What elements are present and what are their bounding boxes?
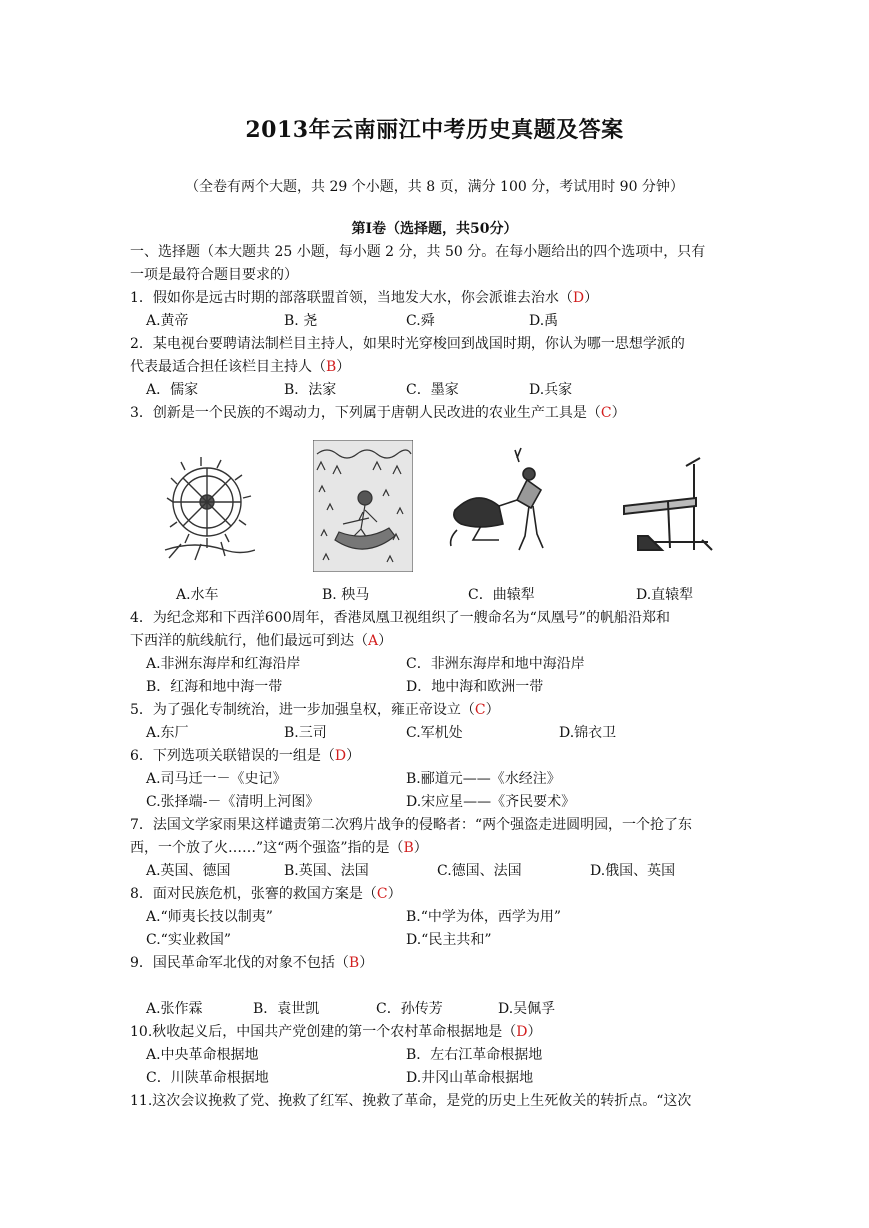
question-9 xyxy=(130,953,373,973)
question-7-stem: 西，一个放了火……”这“两个强盗”指的是（ xyxy=(130,840,404,856)
question-4-line-1: 4．为纪念郑和下西洋600周年，香港凤凰卫视组织了一艘命名为“凤凰号”的帆船沿郑和 xyxy=(130,610,670,626)
question-8 xyxy=(130,884,402,904)
q8-option-a: A.“师夷长技以制夷” xyxy=(146,909,273,925)
instructions-line-2: 一项是最符合题目要求的） xyxy=(130,267,298,283)
question-3-answer: C xyxy=(600,405,612,421)
question-2-stem: 代表最适合担任该栏目主持人（ xyxy=(130,359,326,375)
question-3-paren: ） xyxy=(611,405,626,421)
q7-option-a: A.英国、德国 xyxy=(146,863,231,879)
q6-option-a: A.司马迁一－《史记》 xyxy=(146,771,287,787)
q9-option-b: B．袁世凯 xyxy=(253,1001,320,1017)
question-2-line-1: 2．某电视台要聘请法制栏目主持人，如果时光穿梭回到战国时期，你认为哪一思想学派的 xyxy=(130,336,685,352)
q1-option-d: D.禹 xyxy=(529,313,559,329)
question-4-stem: 下西洋的航线航行，他们最远可到达（ xyxy=(130,633,368,649)
q3-option-d: D.直辕犁 xyxy=(636,587,694,603)
q5-option-b: B.三司 xyxy=(284,725,327,741)
q1-option-a: A.黄帝 xyxy=(146,313,189,329)
question-8-answer: C xyxy=(376,886,388,902)
question-4-line-2 xyxy=(130,631,392,651)
question-2-line-2 xyxy=(130,357,350,377)
question-9-answer: B xyxy=(348,955,360,971)
instructions-line-1: 一、选择题（本大题共 25 小题，每小题 2 分，共 50 分。在每小题给出的四个选项中，只有 xyxy=(130,244,706,260)
question-10-answer: D xyxy=(516,1024,528,1040)
q10-option-a: A.中央革命根据地 xyxy=(146,1047,259,1063)
q4-option-c: C．非洲东海岸和地中海沿岸 xyxy=(406,656,585,672)
q3-option-b: B. 秧马 xyxy=(322,587,370,603)
q9-option-c: C．孙传芳 xyxy=(376,1001,443,1017)
section-heading: 第Ⅰ卷（选择题，共50分） xyxy=(351,221,518,237)
q6-option-d: D.宋应星——《齐民要术》 xyxy=(406,794,576,810)
question-9-paren: ） xyxy=(359,955,374,971)
question-4-paren: ） xyxy=(378,633,393,649)
question-8-stem: 8．面对民族危机，张謇的救国方案是（ xyxy=(130,886,377,902)
question-3-stem: 3．创新是一个民族的不竭动力，下列属于唐朝人民改进的农业生产工具是（ xyxy=(130,405,601,421)
curved-shaft-plough-figure xyxy=(447,440,557,564)
q7-option-d: D.俄国、英国 xyxy=(590,863,676,879)
question-6-stem: 6．下列选项关联错误的一组是（ xyxy=(130,748,335,764)
question-2-answer: B xyxy=(326,359,337,375)
q2-option-c: C．墨家 xyxy=(406,382,459,398)
straight-shaft-plough-figure xyxy=(618,440,718,564)
question-10 xyxy=(130,1022,542,1042)
question-5-stem: 5．为了强化专制统治，进一步加强皇权，雍正帝设立（ xyxy=(130,702,475,718)
question-4-answer: A xyxy=(368,633,379,649)
q10-option-c: C．川陕革命根据地 xyxy=(146,1070,269,1086)
q6-option-b: B.郦道元——《水经注》 xyxy=(406,771,561,787)
question-6 xyxy=(130,746,360,766)
q5-option-d: D.锦衣卫 xyxy=(559,725,617,741)
water-wheel-figure xyxy=(155,440,255,574)
q8-option-c: C.“实业救国” xyxy=(146,932,231,948)
rice-seedling-horse-figure xyxy=(313,440,413,576)
question-5-answer: C xyxy=(474,702,486,718)
question-2-paren: ） xyxy=(336,359,351,375)
question-3 xyxy=(130,403,626,423)
q7-option-c: C.德国、法国 xyxy=(437,863,522,879)
q7-option-b: B.英国、法国 xyxy=(284,863,369,879)
q4-option-d: D．地中海和欧洲一带 xyxy=(406,679,544,695)
question-6-answer: D xyxy=(334,748,347,764)
q2-option-d: D.兵家 xyxy=(529,382,573,398)
q2-option-a: A．儒家 xyxy=(146,382,199,398)
question-9-stem: 9．国民革命军北伐的对象不包括（ xyxy=(130,955,349,971)
q1-option-b: B. 尧 xyxy=(284,313,318,329)
question-10-paren: ） xyxy=(527,1024,542,1040)
question-7-line-1: 7．法国文学家雨果这样谴责第二次鸦片战争的侵略者：“两个强盗走进圆明园，一个抢了东 xyxy=(130,817,693,833)
question-5-paren: ） xyxy=(485,702,500,718)
question-11: 11.这次会议挽救了党、挽救了红军、挽救了革命，是党的历史上生死攸关的转折点。“这次 xyxy=(130,1093,692,1109)
q9-option-d: D.吴佩孚 xyxy=(498,1001,556,1017)
q10-option-b: B．左右江革命根据地 xyxy=(406,1047,543,1063)
page-title: 2013年云南丽江中考历史真题及答案 xyxy=(245,117,624,143)
question-7-paren: ） xyxy=(413,840,428,856)
question-1-paren: ） xyxy=(584,290,599,306)
q9-option-a: A.张作霖 xyxy=(146,1001,203,1017)
q2-option-b: B．法家 xyxy=(284,382,337,398)
q3-option-a: A.水车 xyxy=(176,587,219,603)
question-6-paren: ） xyxy=(346,748,361,764)
q4-option-a: A.非洲东海岸和红海沿岸 xyxy=(146,656,301,672)
question-1-answer: D xyxy=(572,290,585,306)
question-1 xyxy=(130,288,598,308)
question-7-answer: B xyxy=(403,840,414,856)
question-5 xyxy=(130,700,500,720)
q5-option-a: A.东厂 xyxy=(146,725,189,741)
q8-option-b: B.“中学为体，西学为用” xyxy=(406,909,562,925)
q10-option-d: D.井冈山革命根据地 xyxy=(406,1070,534,1086)
exam-info: （全卷有两个大题，共 29 个小题，共 8 页，满分 100 分，考试用时 90 分钟） xyxy=(185,179,684,195)
question-10-stem: 10.秋收起义后，中国共产党创建的第一个农村革命根据地是（ xyxy=(130,1024,517,1040)
question-1-stem: 1．假如你是远古时期的部落联盟首领，当地发大水，你会派谁去治水（ xyxy=(130,290,573,306)
question-7-line-2 xyxy=(130,838,428,858)
q5-option-c: C.军机处 xyxy=(406,725,463,741)
q4-option-b: B．红海和地中海一带 xyxy=(146,679,283,695)
q1-option-c: C.舜 xyxy=(406,313,435,329)
q6-option-c: C.张择端-－《清明上河图》 xyxy=(146,794,320,810)
q3-option-c: C．曲辕犁 xyxy=(468,587,535,603)
q8-option-d: D.“民主共和” xyxy=(406,932,492,948)
question-8-paren: ） xyxy=(387,886,402,902)
